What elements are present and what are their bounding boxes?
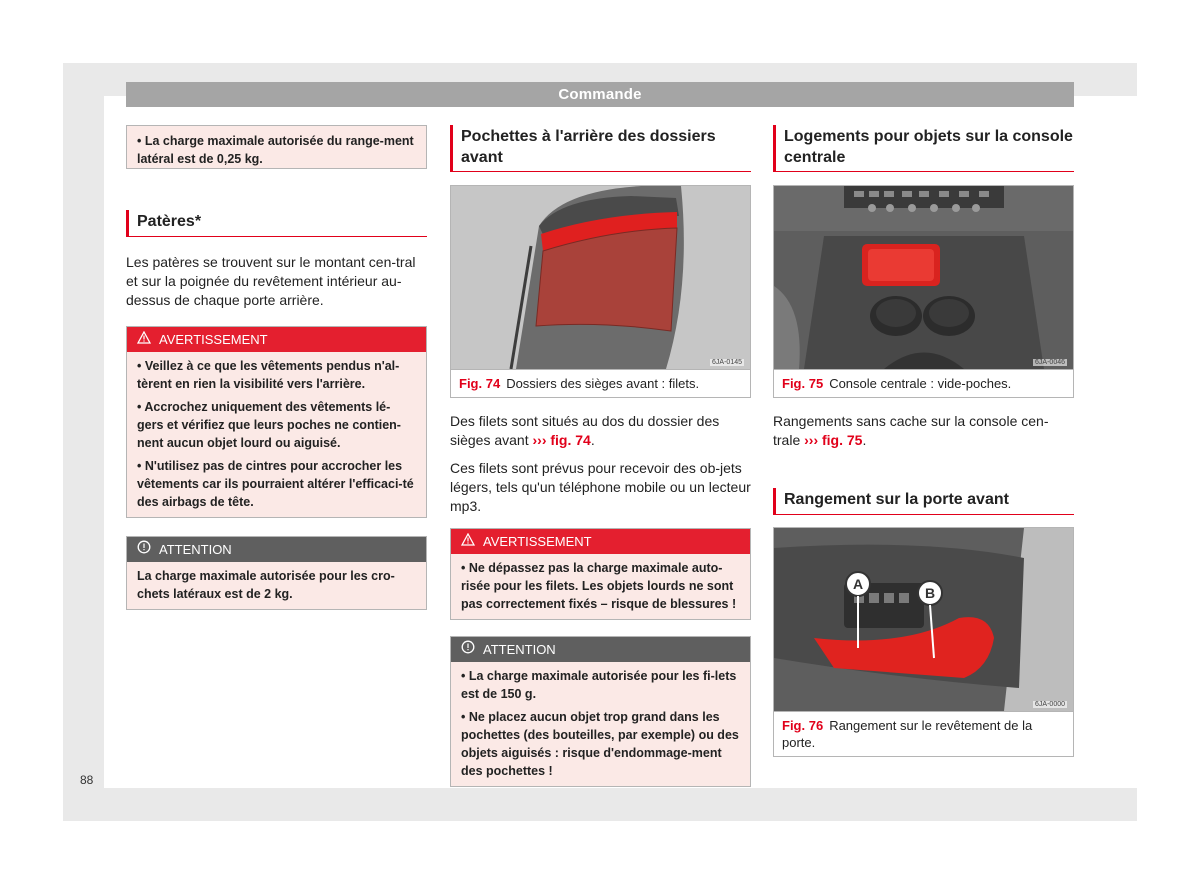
attention-title: ATTENTION [159,542,232,557]
door-storage-illustration [774,528,1073,711]
capacity-note: • La charge maximale autorisée du range-ment latéral est de 0,25 kg. [126,125,427,169]
callout-b: B [924,585,936,601]
pateres-paragraph: Les patères se trouvent sur le montant cen-tral et sur la poignée du revêtement intérieur au-dessus de chaque porte arrière. [126,254,416,308]
section-title-pateres: Patères* [126,210,427,237]
figure-number: Fig. 76 [782,718,824,733]
warning-title: AVERTISSEMENT [159,332,268,347]
warning-item: • Accrochez uniquement des vêtements lé-gers et vérifiez que leurs poches ne contien-nent aucun objet lourd ou aiguisé. [137,400,401,450]
warning-box [126,326,427,518]
attention-box [450,636,751,787]
figure-number: Fig. 74 [459,376,501,391]
center-console-illustration [774,186,1073,369]
figure-code: 6JA-0145 [712,359,742,366]
figure-number: Fig. 75 [782,376,824,391]
info-circle-icon [137,537,151,562]
attention-header [127,537,426,562]
warning-body [451,554,750,619]
attention-body [127,562,426,609]
section-title-logements: Logements pour objets sur la console centrale [773,125,1074,172]
attention-item: • Ne placez aucun objet trop grand dans les pochettes (des bouteilles, par exemple) ou des objets aiguisés : risque d'endommage-ment des pochettes ! [461,710,739,778]
warning-triangle-icon [461,529,475,554]
attention-title: ATTENTION [483,642,556,657]
warning-item: • N'utilisez pas de cintres pour accrocher les vêtements car ils pourraient altérer l'efficaci-té des airbags de tête. [137,459,414,509]
logements-paragraph [773,412,1074,450]
figure-76 [773,527,1074,757]
figure-75 [773,185,1074,398]
warning-box [450,528,751,620]
figure-caption [774,711,1073,756]
column-3 [773,125,1074,757]
figure-caption [451,369,750,397]
warning-item: • Ne dépassez pas la charge maximale auto-risée pour les filets. Les objets lourds ne sont pas correctement fixés – risque de blessures ! [461,561,737,611]
figure-caption-text: Console centrale : vide-poches. [829,376,1012,391]
warning-item: • Veillez à ce que les vêtements pendus n'al-tèrent en rien la visibilité vers l'arrière. [137,359,400,391]
attention-header [451,637,750,662]
column-1 [126,125,427,610]
warning-header [127,327,426,352]
attention-box [126,536,427,610]
paragraph-text: Des filets sont situés au dos du dossier des sièges avant [450,413,720,448]
attention-body [451,662,750,786]
figure-link[interactable]: ››› fig. 75 [804,432,863,448]
section-title-pochettes: Pochettes à l'arrière des dossiers avant [450,125,751,172]
warning-header [451,529,750,554]
figure-caption-text: Rangement sur le revêtement de la porte. [782,718,1033,750]
seat-back-net-illustration [451,186,750,369]
callout-a: A [852,576,864,592]
warning-triangle-icon [137,327,151,352]
attention-item: • La charge maximale autorisée pour les fi-lets est de 150 g. [461,669,737,701]
warning-title: AVERTISSEMENT [483,534,592,549]
column-2 [450,125,751,787]
pochettes-paragraph-2: Ces filets sont prévus pour recevoir des ob-jets légers, tels qu'un téléphone mobile ou un lecteur mp3. [450,460,751,514]
figure-link[interactable]: ››› fig. 74 [532,432,591,448]
paragraph-text: Rangements sans cache sur la console cen-trale [773,413,1049,448]
pochettes-paragraph-1 [450,412,751,450]
period: . [590,432,595,448]
section-title-rangement-porte: Rangement sur la porte avant [773,488,1074,515]
info-circle-icon [461,637,475,662]
figure-code: 6JA-0046 [1035,359,1065,366]
figure-caption-text: Dossiers des sièges avant : filets. [506,376,700,391]
figure-caption [774,369,1073,397]
figure-code: 6JA-0000 [1035,701,1065,708]
period: . [862,432,867,448]
page-number: 88 [80,773,94,787]
attention-text: La charge maximale autorisée pour les cro-chets latéraux est de 2 kg. [137,569,395,601]
figure-74 [450,185,751,398]
chapter-header: Commande [126,82,1074,107]
warning-body [127,352,426,517]
